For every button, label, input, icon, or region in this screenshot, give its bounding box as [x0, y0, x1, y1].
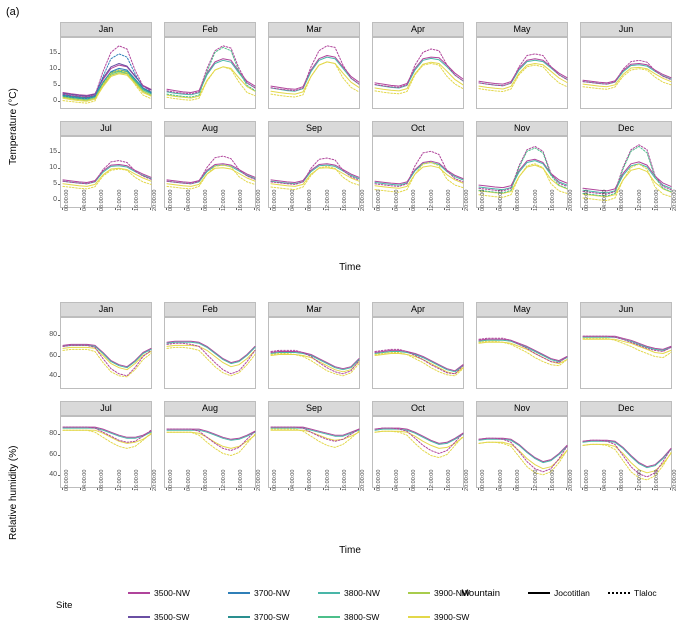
tick-mark [392, 488, 393, 490]
tick-mark [566, 208, 567, 210]
tick-mark [270, 208, 271, 210]
tick-mark [531, 208, 532, 210]
humidity-x-tick: 08:00:00 [411, 469, 418, 491]
legend-label: 3500-SW [154, 612, 190, 622]
tick-mark [427, 488, 428, 490]
temperature-x-tick: 08:00:00 [411, 189, 418, 211]
tick-mark [80, 488, 81, 490]
tick-mark [617, 208, 618, 210]
temperature-facet-feb [164, 22, 256, 109]
tick-mark [58, 168, 60, 169]
humidity-plot-feb [164, 317, 256, 389]
legend-title-site: Site [56, 600, 73, 611]
humidity-x-tick: 00:00:00 [64, 469, 70, 491]
legend-color-swatch [318, 616, 340, 618]
tick-mark [374, 208, 375, 210]
tick-mark [97, 208, 98, 210]
tick-mark [531, 488, 532, 490]
temperature-facet-apr [372, 22, 464, 109]
tick-mark [462, 208, 463, 210]
temperature-facet-may [476, 22, 568, 109]
humidity-x-axis-label: Time [339, 545, 361, 556]
temperature-facet-label-jul: Jul [60, 121, 152, 136]
humidity-x-tick: 16:00:00 [238, 469, 245, 491]
tick-mark [670, 488, 671, 490]
humidity-facet-jun [580, 302, 672, 389]
temperature-facet-label-apr: Apr [372, 22, 464, 37]
legend-item-site-3500-nw[interactable] [128, 588, 190, 598]
tick-mark [427, 208, 428, 210]
humidity-x-tick: 20:00:00 [360, 469, 366, 491]
temperature-facet-label-aug: Aug [164, 121, 256, 136]
humidity-facet-label-may: May [476, 302, 568, 317]
temperature-y-axis-label: Temperature (°C) [8, 88, 19, 165]
tick-mark [374, 488, 375, 490]
legend-label: Jocotitlan [554, 588, 590, 598]
tick-mark [58, 455, 60, 456]
humidity-facet-mar [268, 302, 360, 389]
temperature-x-tick: 04:00:00 [393, 189, 400, 211]
temperature-y-tick: 15 [49, 147, 57, 155]
legend-label: 3800-SW [344, 612, 380, 622]
temperature-x-tick: 16:00:00 [550, 189, 557, 211]
tick-mark [496, 488, 497, 490]
humidity-facet-may [476, 302, 568, 389]
tick-mark [392, 208, 393, 210]
tick-mark [600, 488, 601, 490]
legend-item-mountain-jocotitlan[interactable] [528, 588, 590, 598]
temperature-x-tick: 04:00:00 [601, 189, 608, 211]
temperature-plot-may [476, 37, 568, 109]
humidity-x-tick: 00:00:00 [376, 469, 382, 491]
tick-mark [201, 208, 202, 210]
legend-item-site-3500-sw[interactable] [128, 612, 189, 622]
tick-mark [62, 488, 63, 490]
humidity-facet-feb [164, 302, 256, 389]
humidity-x-tick: 04:00:00 [185, 469, 192, 491]
temperature-x-tick: 12:00:00 [220, 189, 227, 211]
temperature-y-tick: 15 [49, 48, 57, 56]
temperature-plot-mar [268, 37, 360, 109]
tick-mark [340, 208, 341, 210]
humidity-x-tick: 08:00:00 [619, 469, 626, 491]
temperature-x-tick: 04:00:00 [497, 189, 504, 211]
humidity-plot-mar [268, 317, 360, 389]
tick-mark [58, 101, 60, 102]
legend-item-site-3700-sw[interactable] [228, 612, 289, 622]
humidity-y-tick: 60 [49, 450, 57, 458]
temperature-x-tick: 20:00:00 [464, 189, 470, 211]
temperature-y-tick: 10 [49, 64, 57, 72]
tick-mark [582, 208, 583, 210]
tick-mark [270, 488, 271, 490]
temperature-x-tick: 08:00:00 [619, 189, 626, 211]
tick-mark [462, 488, 463, 490]
humidity-y-axis-label: Relative humidity (%) [8, 445, 19, 540]
tick-mark [323, 208, 324, 210]
humidity-x-tick: 16:00:00 [654, 469, 661, 491]
humidity-x-tick: 20:00:00 [568, 469, 574, 491]
temperature-facet-label-dec: Dec [580, 121, 672, 136]
tick-mark [513, 488, 514, 490]
legend-color-swatch [408, 592, 430, 594]
humidity-facet-label-nov: Nov [476, 401, 568, 416]
temperature-x-tick: 08:00:00 [515, 189, 522, 211]
humidity-x-tick: 12:00:00 [220, 469, 227, 491]
temperature-x-tick: 20:00:00 [256, 189, 262, 211]
temperature-x-tick: 08:00:00 [307, 189, 314, 211]
tick-mark [288, 208, 289, 210]
tick-mark [305, 208, 306, 210]
humidity-x-tick: 20:00:00 [256, 469, 262, 491]
temperature-x-tick: 00:00:00 [168, 189, 174, 211]
temperature-x-tick: 12:00:00 [428, 189, 435, 211]
tick-mark [254, 488, 255, 490]
temperature-x-tick: 00:00:00 [272, 189, 278, 211]
temperature-plot-apr [372, 37, 464, 109]
humidity-facet-label-jun: Jun [580, 302, 672, 317]
humidity-x-tick: 20:00:00 [152, 469, 158, 491]
tick-mark [409, 488, 410, 490]
temperature-facet-label-may: May [476, 22, 568, 37]
temperature-x-tick: 00:00:00 [376, 189, 382, 211]
tick-mark [548, 208, 549, 210]
humidity-x-tick: 12:00:00 [116, 469, 123, 491]
humidity-plot-jun [580, 317, 672, 389]
temperature-y-tick: 10 [49, 163, 57, 171]
humidity-facet-label-jan: Jan [60, 302, 152, 317]
tick-mark [58, 376, 60, 377]
humidity-plot-jan [60, 317, 152, 389]
tick-mark [184, 208, 185, 210]
humidity-x-tick: 12:00:00 [532, 469, 539, 491]
legend-label: Tlaloc [634, 588, 657, 598]
humidity-plot-may [476, 317, 568, 389]
humidity-x-tick: 08:00:00 [99, 469, 106, 491]
humidity-x-tick: 12:00:00 [428, 469, 435, 491]
temperature-x-tick: 16:00:00 [446, 189, 453, 211]
legend-label: 3900-NW [434, 588, 470, 598]
temperature-x-tick: 20:00:00 [568, 189, 574, 211]
tick-mark [496, 208, 497, 210]
tick-mark [652, 488, 653, 490]
tick-mark [58, 85, 60, 86]
temperature-x-tick: 00:00:00 [480, 189, 486, 211]
legend-title-mountain: Mountain [461, 588, 501, 599]
tick-mark [358, 488, 359, 490]
tick-mark [166, 488, 167, 490]
tick-mark [566, 488, 567, 490]
humidity-y-tick: 40 [49, 371, 57, 379]
humidity-x-tick: 16:00:00 [446, 469, 453, 491]
humidity-x-tick: 00:00:00 [480, 469, 486, 491]
temperature-x-tick: 16:00:00 [238, 189, 245, 211]
legend-item-site-3800-nw[interactable] [318, 588, 380, 598]
tick-mark [58, 335, 60, 336]
legend-line-style-swatch [528, 592, 550, 594]
humidity-x-tick: 08:00:00 [203, 469, 210, 491]
temperature-x-tick: 04:00:00 [185, 189, 192, 211]
temperature-facet-label-oct: Oct [372, 121, 464, 136]
tick-mark [617, 488, 618, 490]
tick-mark [444, 488, 445, 490]
humidity-x-tick: 12:00:00 [324, 469, 331, 491]
temperature-x-tick: 12:00:00 [324, 189, 331, 211]
temperature-x-tick: 08:00:00 [99, 189, 106, 211]
temperature-x-tick: 12:00:00 [636, 189, 643, 211]
temperature-facet-label-sep: Sep [268, 121, 360, 136]
tick-mark [150, 208, 151, 210]
tick-mark [600, 208, 601, 210]
tick-mark [201, 488, 202, 490]
tick-mark [548, 488, 549, 490]
humidity-facet-label-jul: Jul [60, 401, 152, 416]
temperature-x-tick: 04:00:00 [81, 189, 88, 211]
temperature-y-tick: 0 [53, 97, 57, 105]
legend-item-mountain-tlaloc[interactable] [608, 588, 657, 598]
tick-mark [478, 208, 479, 210]
humidity-x-tick: 20:00:00 [672, 469, 678, 491]
tick-mark [132, 208, 133, 210]
tick-mark [58, 200, 60, 201]
humidity-y-tick: 80 [49, 430, 57, 438]
humidity-facet-label-mar: Mar [268, 302, 360, 317]
temperature-x-axis-label: Time [339, 262, 361, 273]
tick-mark [409, 208, 410, 210]
tick-mark [323, 488, 324, 490]
humidity-x-tick: 04:00:00 [497, 469, 504, 491]
humidity-x-tick: 04:00:00 [393, 469, 400, 491]
humidity-facet-label-dec: Dec [580, 401, 672, 416]
tick-mark [219, 488, 220, 490]
tick-mark [236, 488, 237, 490]
tick-mark [58, 434, 60, 435]
legend-label: 3700-SW [254, 612, 290, 622]
tick-mark [150, 488, 151, 490]
tick-mark [97, 488, 98, 490]
tick-mark [652, 208, 653, 210]
temperature-y-tick: 0 [53, 196, 57, 204]
temperature-y-tick: 5 [53, 180, 57, 188]
legend-color-swatch [128, 592, 150, 594]
tick-mark [184, 488, 185, 490]
humidity-x-tick: 04:00:00 [81, 469, 88, 491]
humidity-x-tick: 08:00:00 [307, 469, 314, 491]
legend-label: 3800-NW [344, 588, 380, 598]
humidity-x-tick: 00:00:00 [272, 469, 278, 491]
humidity-x-tick: 04:00:00 [601, 469, 608, 491]
temperature-facet-jan [60, 22, 152, 109]
humidity-x-tick: 00:00:00 [584, 469, 590, 491]
tick-mark [635, 488, 636, 490]
tick-mark [80, 208, 81, 210]
tick-mark [58, 53, 60, 54]
temperature-facet-label-jun: Jun [580, 22, 672, 37]
legend-label: 3500-NW [154, 588, 190, 598]
tick-mark [58, 475, 60, 476]
temperature-plot-jun [580, 37, 672, 109]
humidity-facet-label-apr: Apr [372, 302, 464, 317]
temperature-x-tick: 08:00:00 [203, 189, 210, 211]
humidity-x-tick: 00:00:00 [168, 469, 174, 491]
temperature-x-tick: 20:00:00 [360, 189, 366, 211]
temperature-facet-label-mar: Mar [268, 22, 360, 37]
humidity-facet-label-sep: Sep [268, 401, 360, 416]
legend-item-site-3800-sw[interactable] [318, 612, 379, 622]
humidity-y-tick: 40 [49, 470, 57, 478]
tick-mark [582, 488, 583, 490]
tick-mark [58, 356, 60, 357]
humidity-facet-label-aug: Aug [164, 401, 256, 416]
temperature-x-tick: 20:00:00 [672, 189, 678, 211]
humidity-x-tick: 20:00:00 [464, 469, 470, 491]
temperature-x-tick: 20:00:00 [152, 189, 158, 211]
temperature-x-tick: 12:00:00 [116, 189, 123, 211]
legend-color-swatch [408, 616, 430, 618]
tick-mark [513, 208, 514, 210]
legend-color-swatch [128, 616, 150, 618]
temperature-facet-label-nov: Nov [476, 121, 568, 136]
humidity-facet-jan [60, 302, 152, 389]
tick-mark [305, 488, 306, 490]
humidity-y-tick: 60 [49, 351, 57, 359]
tick-mark [635, 208, 636, 210]
tick-mark [478, 488, 479, 490]
tick-mark [236, 208, 237, 210]
humidity-plot-apr [372, 317, 464, 389]
tick-mark [58, 184, 60, 185]
tick-mark [58, 69, 60, 70]
temperature-x-tick: 16:00:00 [654, 189, 661, 211]
legend-item-site-3700-nw[interactable] [228, 588, 290, 598]
temperature-x-tick: 00:00:00 [584, 189, 590, 211]
legend-color-swatch [228, 592, 250, 594]
legend-line-style-swatch [608, 592, 630, 594]
legend-color-swatch [228, 616, 250, 618]
temperature-x-tick: 00:00:00 [64, 189, 70, 211]
temperature-y-tick: 5 [53, 81, 57, 89]
temperature-facet-label-jan: Jan [60, 22, 152, 37]
tick-mark [166, 208, 167, 210]
humidity-y-tick: 80 [49, 331, 57, 339]
tick-mark [115, 488, 116, 490]
temperature-facet-label-feb: Feb [164, 22, 256, 37]
humidity-facet-apr [372, 302, 464, 389]
temperature-plot-feb [164, 37, 256, 109]
humidity-facet-label-oct: Oct [372, 401, 464, 416]
legend-color-swatch [318, 592, 340, 594]
tick-mark [219, 208, 220, 210]
humidity-x-tick: 08:00:00 [515, 469, 522, 491]
legend-item-site-3900-sw[interactable] [408, 612, 469, 622]
temperature-plot-jan [60, 37, 152, 109]
humidity-x-tick: 16:00:00 [342, 469, 349, 491]
tick-mark [444, 208, 445, 210]
tick-mark [288, 488, 289, 490]
tick-mark [358, 208, 359, 210]
tick-mark [254, 208, 255, 210]
temperature-x-tick: 16:00:00 [134, 189, 141, 211]
temperature-x-tick: 12:00:00 [532, 189, 539, 211]
tick-mark [132, 488, 133, 490]
temperature-x-tick: 04:00:00 [289, 189, 296, 211]
tick-mark [62, 208, 63, 210]
temperature-facet-jun [580, 22, 672, 109]
figure-tag-a: (a) [6, 6, 20, 18]
humidity-facet-label-feb: Feb [164, 302, 256, 317]
humidity-x-tick: 04:00:00 [289, 469, 296, 491]
tick-mark [115, 208, 116, 210]
humidity-x-tick: 16:00:00 [550, 469, 557, 491]
humidity-x-tick: 16:00:00 [134, 469, 141, 491]
legend-label: 3700-NW [254, 588, 290, 598]
humidity-x-tick: 12:00:00 [636, 469, 643, 491]
tick-mark [340, 488, 341, 490]
temperature-facet-mar [268, 22, 360, 109]
legend-label: 3900-SW [434, 612, 470, 622]
temperature-x-tick: 16:00:00 [342, 189, 349, 211]
tick-mark [670, 208, 671, 210]
tick-mark [58, 152, 60, 153]
